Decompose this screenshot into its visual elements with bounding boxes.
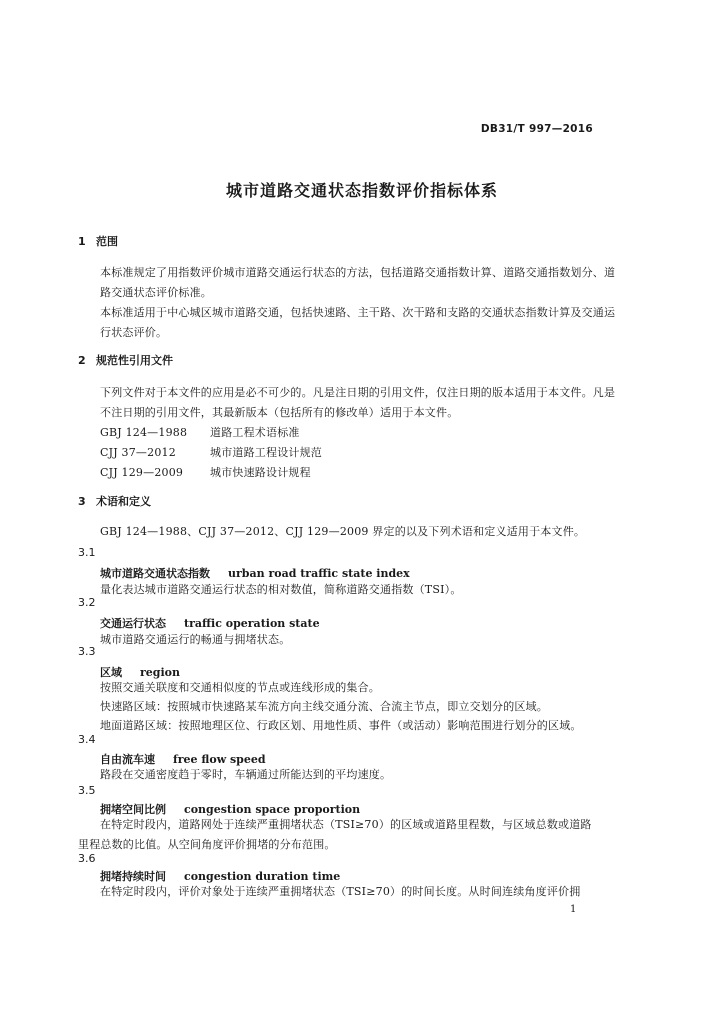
- reference-list: [100, 423, 580, 483]
- term-definition: 量化表达城市道路交通运行状态的相对数值，简称道路交通指数（TSI）。: [100, 583, 462, 596]
- clause-number: 3.6: [78, 852, 96, 865]
- clause-number: 3.3: [78, 645, 96, 658]
- section-number: 2: [78, 354, 86, 367]
- term-definition: 快速路区域：按照城市快速路某车流方向主线交通分流、合流主节点，即立交划分的区域。: [100, 700, 548, 713]
- reference-code: CJJ 37—2012: [100, 446, 176, 459]
- term-cn: 拥堵空间比例: [100, 803, 166, 816]
- term-cn: 拥堵持续时间: [100, 870, 166, 883]
- term-en: urban road traffic state index: [228, 567, 410, 580]
- section-2-heading: [78, 352, 173, 368]
- term-en: traffic operation state: [184, 617, 320, 630]
- reference-name: 城市道路工程设计规范: [210, 446, 322, 459]
- clause-number: 3.1: [78, 546, 96, 559]
- term-definition: 城市道路交通运行的畅通与拥堵状态。: [100, 633, 291, 646]
- term-heading: [100, 615, 320, 631]
- reference-name: 城市快速路设计规程: [210, 466, 311, 479]
- term-en: region: [140, 666, 180, 679]
- term-definition: 地面道路区域：按照地理区位、行政区划、用地性质、事件（或活动）影响范围进行划分的区域。: [100, 719, 582, 732]
- term-en: congestion duration time: [184, 870, 341, 883]
- term-en: congestion space proportion: [184, 803, 361, 816]
- term-definition: 路段在交通密度趋于零时，车辆通过所能达到的平均速度。: [100, 768, 392, 781]
- term-definition: 按照交通关联度和交通相似度的节点或连线形成的集合。: [100, 681, 380, 694]
- reference-item: [100, 423, 580, 443]
- term-definition: 在特定时段内，道路网处于连续严重拥堵状态（TSI≥70）的区域或道路里程数，与区域总数或道路里程总数的比值。从空间角度评价拥堵的分布范围。: [78, 818, 592, 851]
- section-3-heading: [78, 493, 151, 509]
- page-number: 1: [570, 904, 577, 915]
- section-title: 规范性引用文件: [96, 354, 173, 367]
- reference-item: [100, 443, 580, 463]
- clause-number: 3.5: [78, 784, 96, 797]
- term-cn: 区域: [100, 666, 122, 679]
- term-cn: 自由流车速: [100, 753, 155, 766]
- reference-item: [100, 463, 580, 483]
- reference-name: 道路工程术语标准: [210, 426, 300, 439]
- section-3-intro: GBJ 124—1988、CJJ 37—2012、CJJ 129—2009 界定的以及下列术语和定义适用于本文件。: [100, 525, 586, 538]
- section-number: 1: [78, 235, 86, 248]
- section-1-para-1: 本标准规定了用指数评价城市道路交通运行状态的方法，包括道路交通指数计算、道路交通指数划分、道路交通状态评价标准。: [100, 266, 616, 299]
- page-title: 城市道路交通状态指数评价指标体系: [225, 181, 498, 200]
- section-title: 术语和定义: [96, 495, 151, 508]
- section-2-intro: 下列文件对于本文件的应用是必不可少的。凡是注日期的引用文件，仅注日期的版本适用于本文件。凡是不注日期的引用文件，其最新版本（包括所有的修改单）适用于本文件。: [100, 386, 616, 419]
- reference-code: CJJ 129—2009: [100, 466, 184, 479]
- section-title: 范围: [96, 235, 118, 248]
- clause-number: 3.2: [78, 596, 96, 609]
- term-en: free flow speed: [173, 753, 266, 766]
- term-cn: 城市道路交通状态指数: [100, 567, 210, 580]
- term-heading: [100, 565, 410, 581]
- section-number: 3: [78, 495, 86, 508]
- clause-number: 3.4: [78, 733, 96, 746]
- reference-code: GBJ 124—1988: [100, 426, 188, 439]
- section-1-para-2: 本标准适用于中心城区城市道路交通，包括快速路、主干路、次干路和支路的交通状态指数计算及交通运行状态评价。: [100, 306, 616, 339]
- term-definition: 在特定时段内，评价对象处于连续严重拥堵状态（TSI≥70）的时间长度。从时间连续角度评价拥: [100, 885, 581, 898]
- doc-code: DB31/T 997—2016: [480, 123, 593, 135]
- term-cn: 交通运行状态: [100, 617, 166, 630]
- section-1-heading: [78, 233, 118, 249]
